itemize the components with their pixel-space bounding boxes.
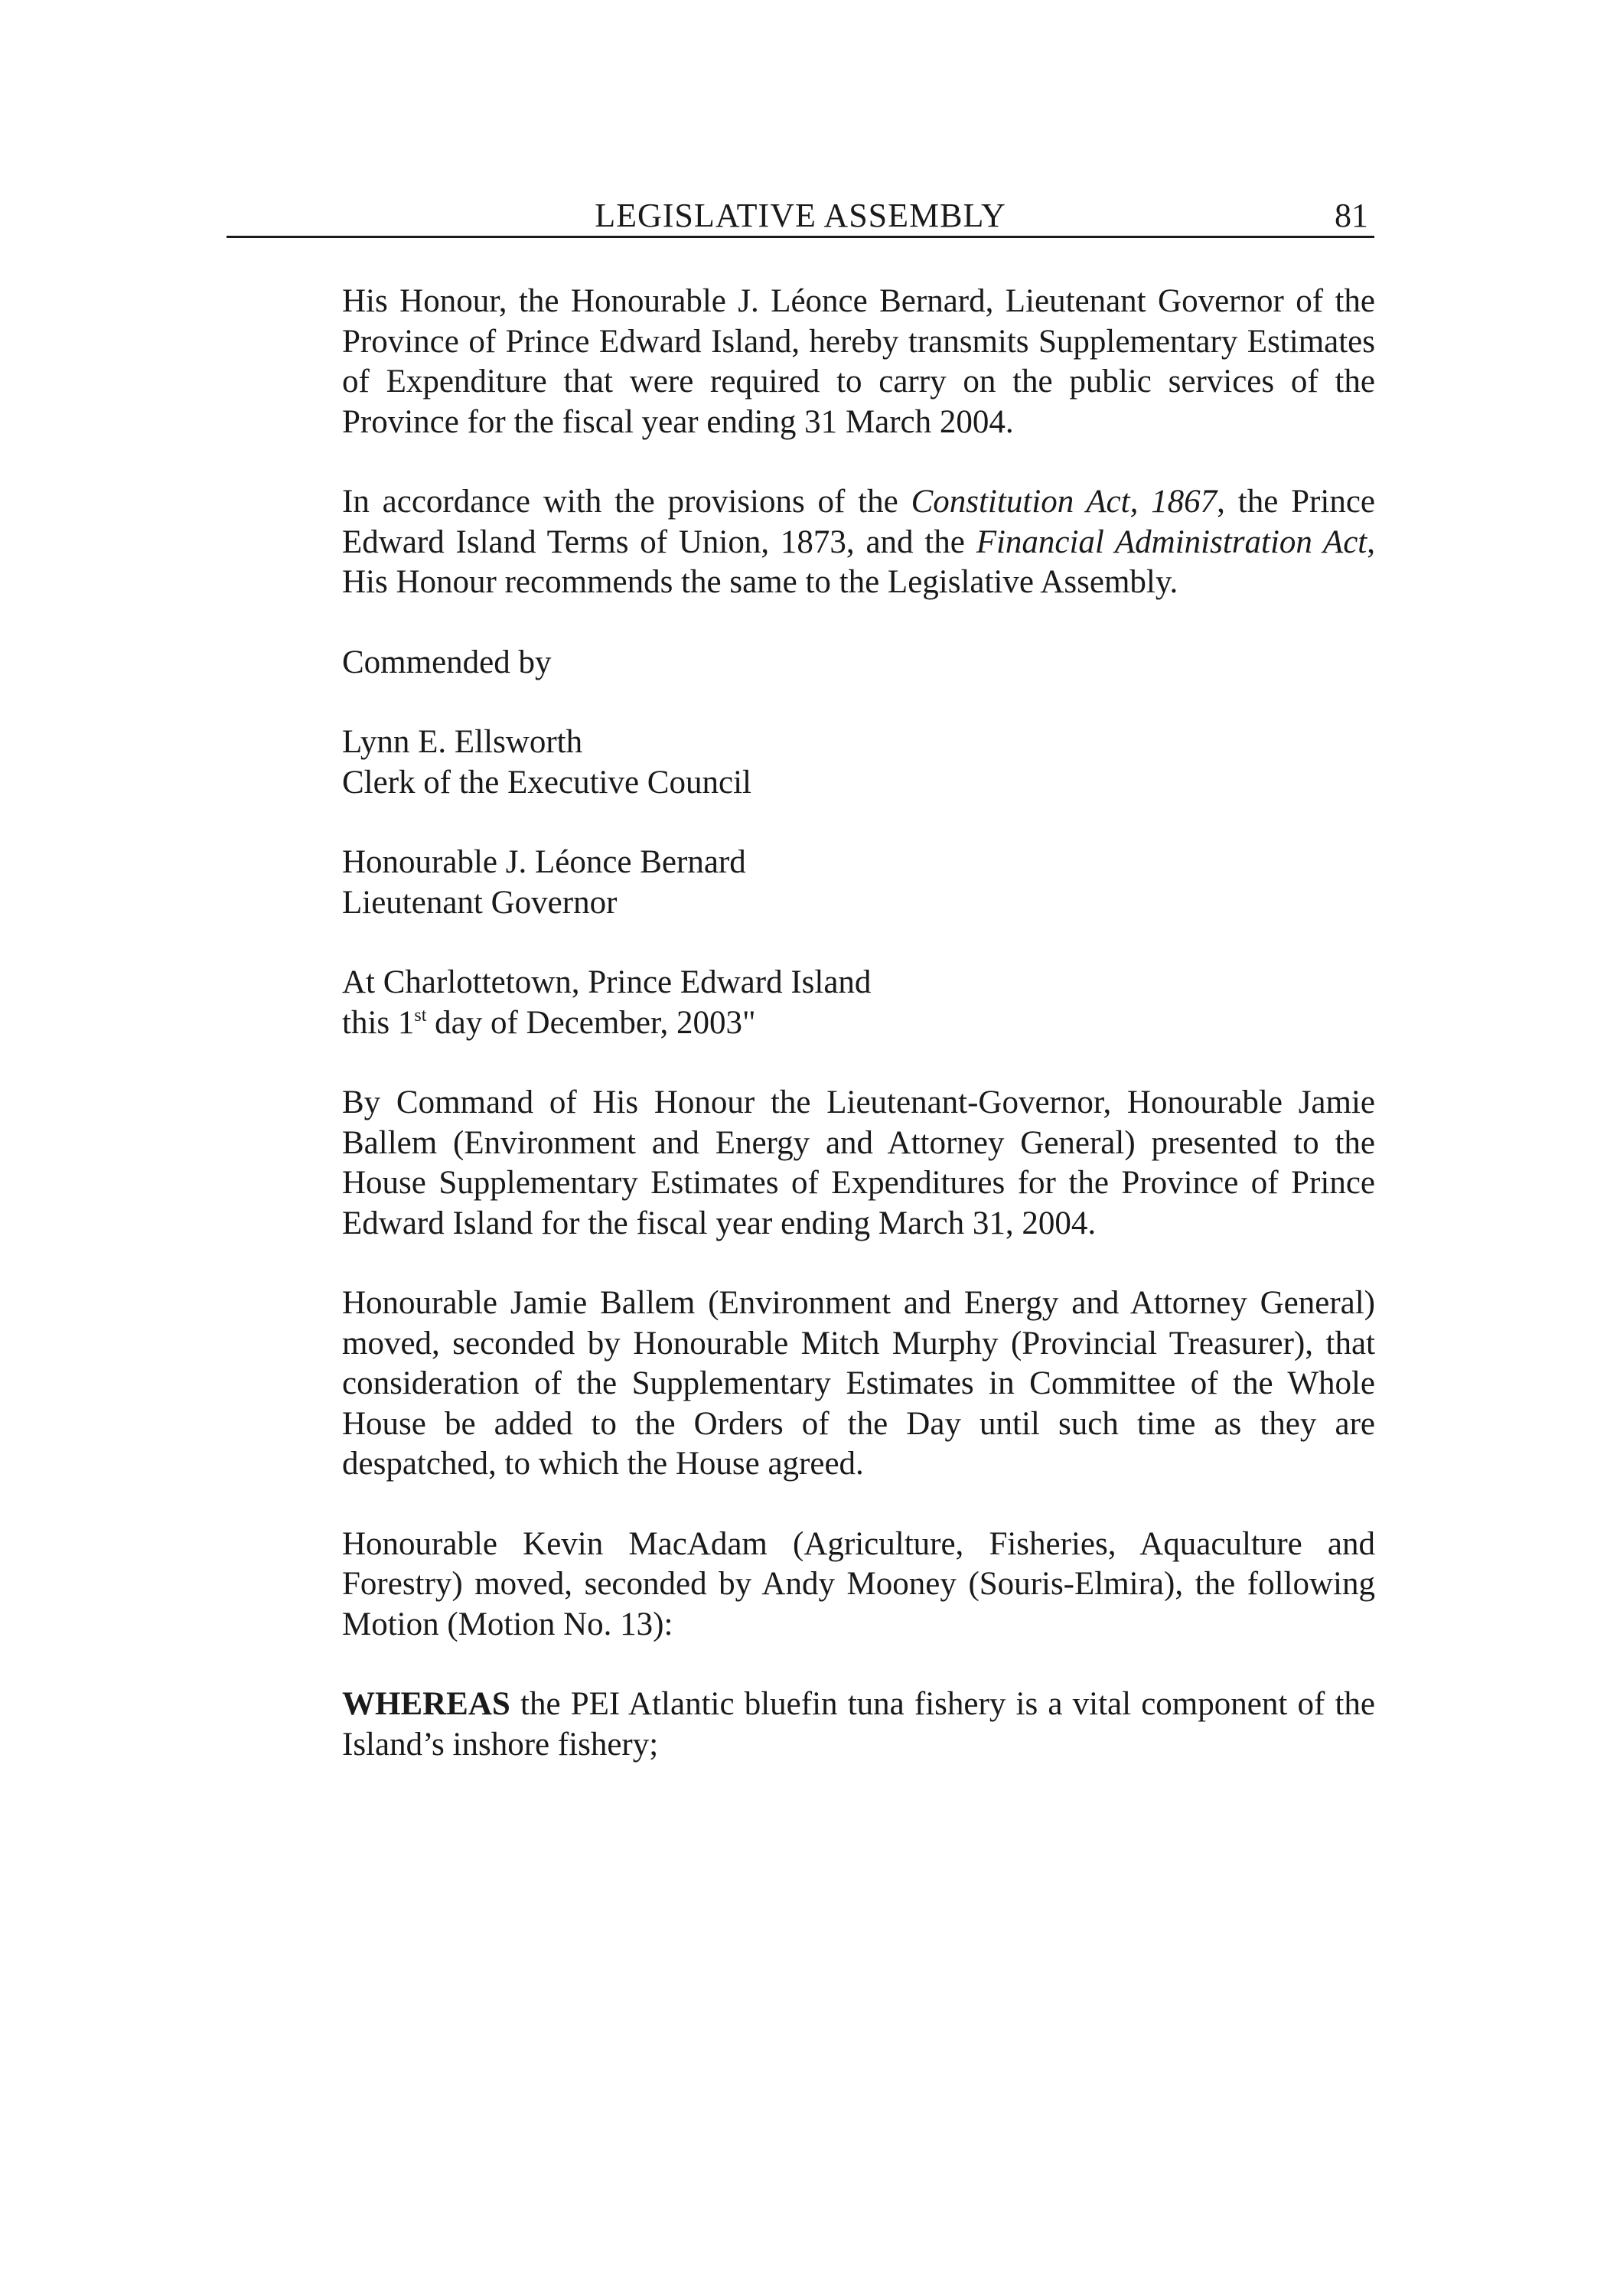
constitution-act-title: Constitution Act, 1867 (911, 484, 1217, 520)
signatory-name: Lynn E. Ellsworth (342, 724, 583, 760)
accordance-text-3: , His Honour recommends the same to the Legislative Assembly. (342, 523, 1375, 600)
transmittal-paragraph: His Honour, the Honourable J. Léonce Bernard, Lieutenant Governor of the Province of Prince Edward Island, hereby transmits Supplementary Estimates of Expenditure that were required to carry on the public services of the Province for the fiscal year ending 31 March 2004. (342, 283, 1375, 440)
whereas-keyword: WHEREAS (342, 1686, 510, 1722)
date-prefix: this 1 (342, 1004, 415, 1041)
location-line: At Charlottetown, Prince Edward Island (342, 964, 872, 1000)
header-title: LEGISLATIVE ASSEMBLY (595, 197, 1006, 234)
command-paragraph: By Command of His Honour the Lieutenant-Governor, Honourable Jamie Ballem (Environment and Energy and Attorney General) presented to the House Supplementary Estimates of Expenditures for the Province of Prince Edward Island for the fiscal year ending March 31, 2004. (342, 1084, 1375, 1241)
date-line (342, 1003, 1375, 1044)
signature-block (342, 722, 1375, 803)
accordance-text-2: , the Prince Edward Island Terms of Union, 1873, and the (342, 484, 1375, 560)
accordance-paragraph (342, 482, 1375, 603)
page-number: 81 (1335, 197, 1368, 234)
location-date-block (342, 963, 1375, 1043)
signatory-role: Clerk of the Executive Council (342, 764, 751, 801)
document-body (342, 282, 1375, 1805)
accordance-text-1: In accordance with the provisions of the (342, 484, 911, 520)
whereas-paragraph (342, 1684, 1375, 1765)
governor-block (342, 843, 1375, 923)
page-header (227, 193, 1374, 238)
financial-act-title: Financial Administration Act (976, 523, 1367, 560)
whereas-text: the PEI Atlantic bluefin tuna fishery is a vital component of the Island’s inshore fishery; (342, 1686, 1375, 1763)
date-ordinal: st (414, 1005, 427, 1026)
governor-role: Lieutenant Governor (342, 884, 618, 921)
motion-paragraph: Honourable Kevin MacAdam (Agriculture, Fisheries, Aquaculture and Forestry) moved, seconded by Andy Mooney (Souris-Elmira), the following Motion (Motion No. 13): (342, 1525, 1375, 1642)
commended-label: Commended by (342, 644, 552, 680)
date-suffix: day of December, 2003" (426, 1004, 756, 1041)
moved-paragraph: Honourable Jamie Ballem (Environment and Energy and Attorney General) moved, seconded by Honourable Mitch Murphy (Provincial Treasurer), that consideration of the Supplementary Estimates in Committee of the Whole House be added to the Orders of the Day until such time as they are despatched, to which the House agreed. (342, 1285, 1375, 1482)
governor-name: Honourable J. Léonce Bernard (342, 844, 746, 880)
